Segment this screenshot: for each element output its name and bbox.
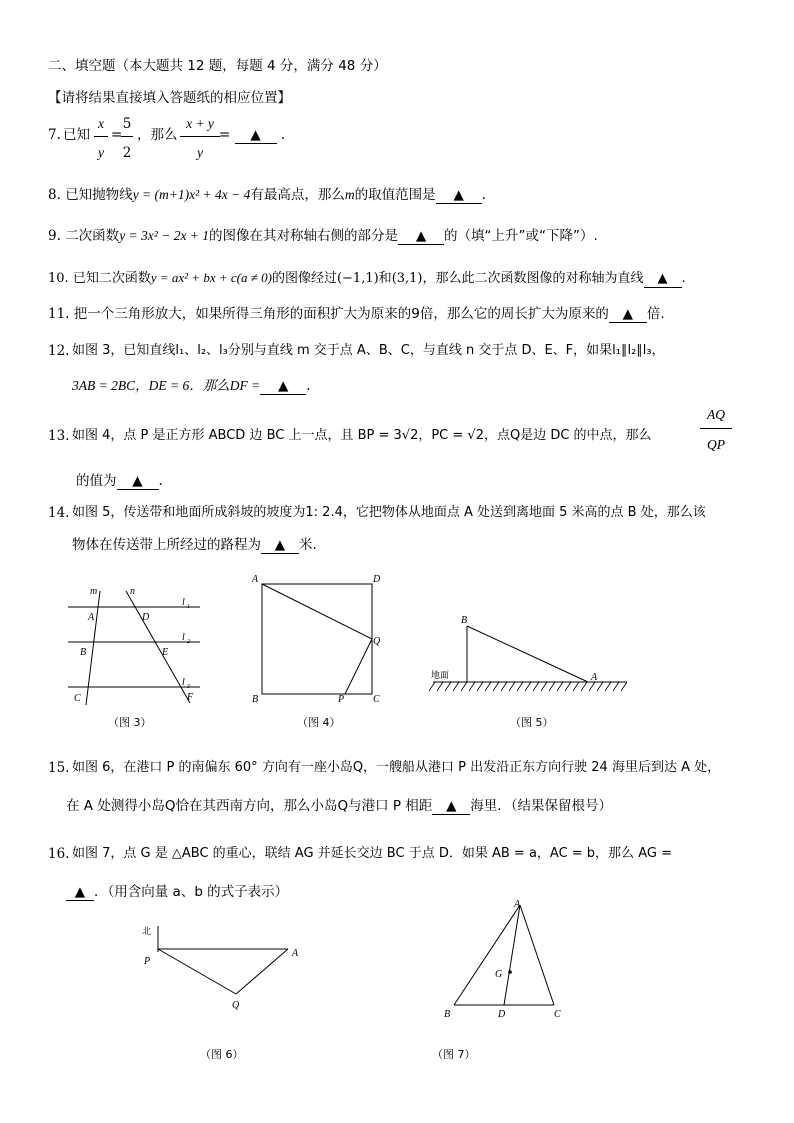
q7-frac2-den: 2: [122, 145, 132, 161]
q12-number: 12.: [48, 343, 70, 359]
q7-prefix: 已知: [63, 127, 90, 143]
q15-answer-blank[interactable]: ▲: [432, 798, 470, 815]
q7-frac3-den: y: [197, 145, 203, 160]
q13-answer-blank[interactable]: ▲: [117, 473, 159, 490]
q13-line2: 的值为 ▲ .: [76, 473, 163, 489]
fig3-label-l2: l: [182, 632, 185, 643]
figure-5: [425, 612, 630, 692]
q13-frac-bar: [700, 428, 732, 429]
fig7-label-C: C: [554, 1009, 561, 1020]
q14-line1: 如图 5，传送带和地面所成斜坡的坡度为1: 2.4，它把物体从地面点 A 处送到离地面 5 米高的点 B 处，那么该: [72, 505, 706, 520]
q12-line2: 3AB = 2BC，DE = 6．那么DF = ▲ .: [72, 378, 311, 394]
q14-number: 14.: [48, 505, 70, 521]
fig6-label-Q: Q: [232, 1000, 240, 1011]
q9-answer-blank[interactable]: ▲: [398, 228, 444, 245]
q12-answer-blank[interactable]: ▲: [260, 378, 306, 395]
fig7-label-B: B: [444, 1009, 451, 1020]
fig3-caption: （图 3）: [108, 716, 152, 729]
fig4-label-C: C: [373, 694, 380, 705]
q7-answer-blank[interactable]: ▲: [235, 127, 277, 144]
fig4-label-A: A: [252, 574, 259, 585]
fig3-label-C: C: [74, 693, 81, 704]
section-note: 【请将结果直接填入答题纸的相应位置】: [48, 90, 291, 106]
q7-frac1-num: x: [98, 116, 104, 131]
fig5-label-A: A: [591, 672, 598, 683]
q7-frac3-num: x + y: [186, 116, 214, 131]
q16-line2: ▲ ．（用含向量 a、b 的式子表示）: [66, 884, 288, 901]
figure-4: [250, 570, 400, 705]
q15-number: 15.: [48, 760, 70, 776]
fig3-label-l1: l: [182, 597, 185, 608]
svg-text:3: 3: [187, 684, 190, 690]
section-title: 二、填空题（本大题共 12 题，每题 4 分，满分 48 分）: [48, 58, 387, 74]
q13-frac-num: AQ: [707, 407, 725, 422]
q11-answer-blank[interactable]: ▲: [609, 306, 647, 323]
fig3-label-l3: l: [182, 677, 185, 688]
q7-number: 7.: [48, 127, 61, 143]
q11-line: 11. 把一个三角形放大，如果所得三角形的面积扩大为原来的9倍，那么它的周长扩大为原来的 ▲ 倍.: [48, 306, 665, 322]
q13-line1: 如图 4，点 P 是正方形 ABCD 边 BC 上一点，且 BP = 3√2，PC = √2，点Q是边 DC 的中点，那么: [72, 428, 652, 443]
q7-mid: ，那么: [137, 127, 178, 143]
q13-number: 13.: [48, 428, 70, 444]
fig5-caption: （图 5）: [510, 716, 554, 729]
fig4-label-Q: Q: [373, 636, 381, 647]
q14-answer-blank[interactable]: ▲: [261, 537, 299, 554]
fig6-label-A: A: [292, 948, 299, 959]
q7-frac2-num: 5: [122, 116, 132, 132]
fig3-label-m: m: [90, 586, 98, 597]
q10-line: 10. 已知二次函数y = ax² + bx + c(a ≠ 0)的图像经过(−1,1)和(3,1)，那么此二次函数图像的对称轴为直线 ▲ .: [48, 270, 686, 286]
fig3-label-D: D: [142, 612, 150, 623]
figure-6: [138, 922, 313, 1017]
fig6-label-P: P: [144, 956, 151, 967]
fig3-label-E: E: [162, 647, 169, 658]
fig3-label-A: A: [88, 612, 95, 623]
q9-line: 9. 二次函数y = 3x² − 2x + 1的图像在其对称轴右侧的部分是 ▲ 的（填“上升”或“下降”）.: [48, 228, 598, 244]
q15-line2: 在 A 处测得小岛Q恰在其西南方向，那么小岛Q与港口 P 相距 ▲ 海里．（结果保留根号）: [66, 798, 613, 814]
fig4-label-D: D: [373, 574, 381, 585]
q13-frac-den: QP: [707, 437, 725, 452]
fig7-label-A: A: [514, 899, 521, 910]
fig3-label-F: F: [187, 692, 194, 703]
figure-3: [60, 585, 210, 715]
svg-text:1: 1: [187, 604, 190, 610]
fig4-caption: （图 4）: [297, 716, 341, 729]
fig7-caption: （图 7）: [432, 1048, 476, 1061]
fig5-label-B: B: [461, 615, 468, 626]
fig6-label-north: 北: [142, 927, 152, 937]
q7-frac3-bar: [180, 136, 220, 137]
q7-frac1-den: y: [98, 145, 104, 160]
fig7-label-D: D: [498, 1009, 506, 1020]
q14-line2: 物体在传送带上所经过的路程为 ▲ 米.: [72, 537, 317, 553]
q16-number: 16.: [48, 846, 70, 862]
q16-answer-blank[interactable]: ▲: [66, 884, 94, 901]
q15-line1: 如图 6，在港口 P 的南偏东 60° 方向有一座小岛Q，一艘船从港口 P 出发沿正东方向行驶 24 海里后到达 A 处，: [72, 760, 721, 775]
q12-line1: 如图 3，已知直线l₁、l₂、l₃分别与直线 m 交于点 A、B、C，与直线 n 交于点 D、E、F，如果l₁∥l₂∥l₃，: [72, 343, 665, 358]
q8-line: 8. 已知抛物线y = (m+1)x² + 4x − 4有最高点，那么m的取值范围是 ▲ .: [48, 187, 486, 203]
q8-answer-blank[interactable]: ▲: [436, 187, 482, 204]
fig6-caption: （图 6）: [200, 1048, 244, 1061]
fig7-label-G: G: [495, 969, 503, 980]
fig3-label-B: B: [80, 647, 87, 658]
q16-line1: 如图 7，点 G 是 △ABC 的重心，联结 AG 并延长交边 BC 于点 D．如果 AB = a，AC = b，那么 AG =: [72, 846, 672, 861]
fig4-label-P: P: [338, 694, 345, 705]
q7-frac2-bar: [121, 136, 133, 137]
q10-answer-blank[interactable]: ▲: [644, 271, 682, 288]
q7-equals: =: [111, 127, 123, 143]
fig4-label-B: B: [252, 694, 259, 705]
q7-frac1-bar: [94, 136, 108, 137]
figure-7: [438, 895, 578, 1025]
fig5-label-ground: 地面: [431, 671, 450, 681]
svg-text:2: 2: [187, 639, 190, 645]
fig3-label-n: n: [130, 586, 135, 597]
